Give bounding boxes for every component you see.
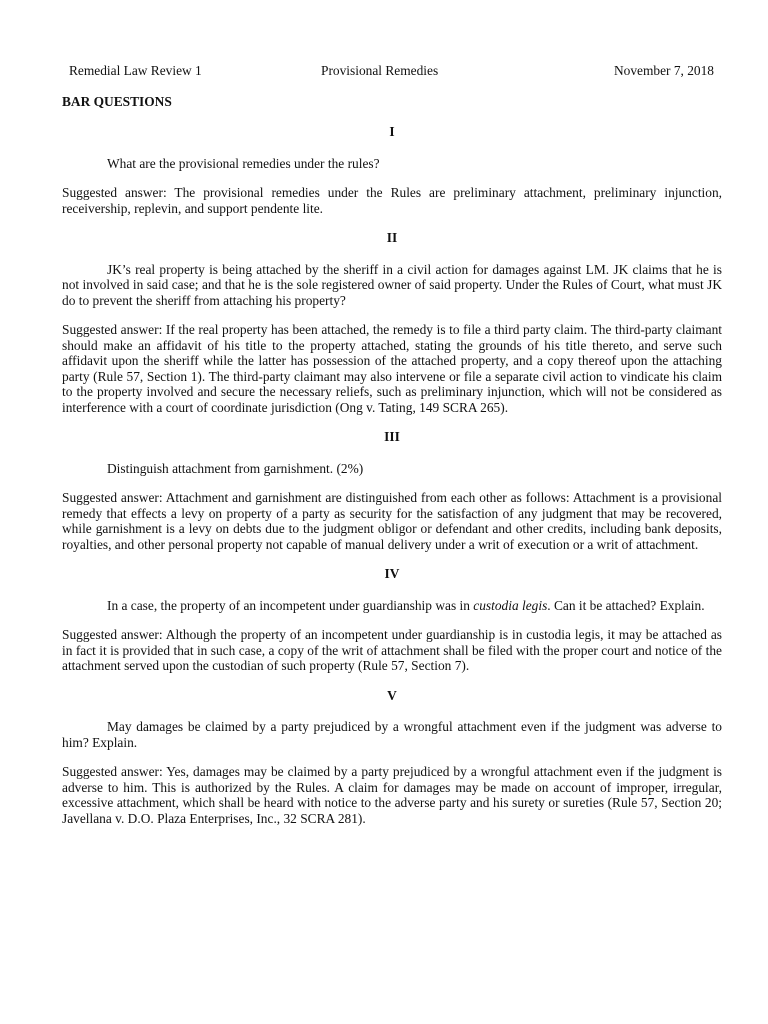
question-number: I	[389, 124, 395, 139]
page-header	[62, 63, 722, 81]
suggested-answer: Suggested answer: Although the property of an incompetent under guardianship is in custodia legis, it may be attached as in fact it is provided that in such case, a copy of the writ of attachment shall be filed with the proper court and notice of the attachment served upon the custodian of such property (Rule 57, Section 7).	[62, 627, 722, 673]
question-text: May damages be claimed by a party prejudiced by a wrongful attachment even if the judgment was adverse to him? Explain.	[62, 719, 722, 750]
question-section-4	[62, 566, 722, 674]
question-text: What are the provisional remedies under the rules?	[107, 155, 380, 171]
header-topic: Provisional Remedies	[321, 63, 439, 78]
question-text	[62, 598, 722, 614]
question-number: III	[384, 429, 400, 444]
question-text-italic: custodia legis	[473, 597, 548, 613]
header-date: November 7, 2018	[613, 63, 714, 78]
suggested-answer: Suggested answer: If the real property has been attached, the remedy is to file a third party claim. The third-party claimant should make an affidavit of his title to the property attached, stating the grounds of his title thereto, and serve such affidavit upon the sheriff while the latter has possession of the attached property, and a copy thereof upon the attaching party (Rule 57, Section 1). The third-party claimant may also intervene or file a separate civil action to vindicate his claim to the property involved and secure the necessary reliefs, such as preliminary injunction, which will not be considered as interference with a court of coordinate jurisdiction (Ong v. Tating, 149 SCRA 265).	[62, 322, 722, 415]
document-title: BAR QUESTIONS	[62, 94, 172, 109]
question-section-1	[62, 124, 722, 216]
question-text: JK’s real property is being attached by the sheriff in a civil action for damages against LM. JK claims that he is not involved in said case; and that he is the sole registered owner of said property. Under the Rules of Court, what must JK do to prevent the sheriff from attaching his property?	[62, 261, 722, 308]
question-text: Distinguish attachment from garnishment. (2%)	[107, 460, 364, 476]
question-number: IV	[384, 566, 400, 581]
question-number: II	[386, 230, 398, 245]
suggested-answer: Suggested answer: Yes, damages may be claimed by a party prejudiced by a wrongful attachment even if the judgment is adverse to him. This is authorized by the Rules. A claim for damages may be made on account of improper, irregular, excessive attachment, which shall be heard with notice to the adverse party and his surety or sureties (Rule 57, Section 20; Javellana v. D.O. Plaza Enterprises, Inc., 32 SCRA 281).	[62, 764, 722, 826]
question-section-2	[62, 230, 722, 415]
suggested-answer: Suggested answer: The provisional remedies under the Rules are preliminary attachment, preliminary injunction, receivership, replevin, and support pendente lite.	[62, 185, 722, 216]
question-number: V	[387, 687, 397, 703]
header-course: Remedial Law Review 1	[69, 63, 202, 78]
question-text-part: In a case, the property of an incompetent under guardianship was in	[107, 597, 474, 613]
question-section-5	[62, 688, 722, 827]
question-section-3	[62, 429, 722, 552]
question-text-part: . Can it be attached? Explain.	[547, 597, 705, 613]
suggested-answer: Suggested answer: Attachment and garnishment are distinguished from each other as follows: Attachment is a provisional remedy that effects a levy on property of a party as security for the satisfaction of any judgment that may be recovered, while garnishment is a levy on debts due to the judgment obligor or defendant and other credits, including bank deposits, royalties, and other personal property not capable of manual delivery under a writ of execution or a writ of attachment.	[62, 490, 722, 552]
